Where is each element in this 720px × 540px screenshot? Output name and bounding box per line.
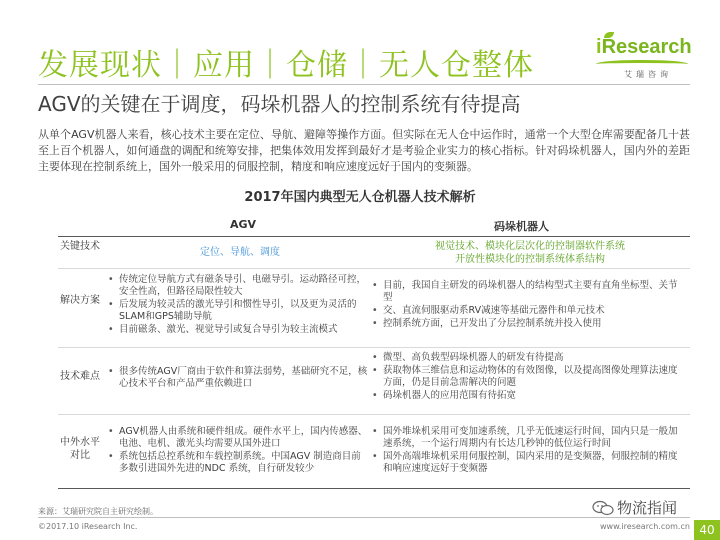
list-item: • AGV机器人由系统和硬件组成。硬件水平上，国内传感器、电池、电机、激光头均需要从国外进口	[108, 426, 370, 450]
robot-solution-cell	[372, 280, 684, 331]
table-header-rule	[58, 236, 690, 237]
list-item: • 获取物体三维信息和运动物体的有效图像，以及提高图像处理算法速度方面，仍是目前急需解决的问题	[372, 365, 684, 389]
page-subtitle: AGV的关键在于调度，码垛机器人的控制系统有待提高	[38, 92, 521, 116]
list-item: • 微型、高负载型码垛机器人的研发有待提高	[372, 352, 684, 364]
website-url: www.iresearch.com.cn	[600, 522, 690, 531]
title-divider	[38, 84, 690, 85]
column-header-agv: AGV	[230, 218, 257, 231]
iresearch-logo	[596, 36, 692, 88]
agv-comparison-cell	[108, 426, 370, 476]
list-item: • 交、直流伺服驱动系RV减速等基础元器件和单元技术	[372, 305, 684, 317]
list-item: • 目前磁条、激光、视觉导引或复合导引为较主流模式	[108, 324, 366, 336]
wechat-name: 物流指闻	[617, 499, 678, 517]
row-divider	[58, 347, 690, 348]
copyright-text: ©2017.10 iResearch Inc.	[38, 522, 138, 531]
logo-chinese-text: 艾瑞咨询	[624, 70, 672, 79]
wechat-icon	[592, 500, 614, 516]
source-note: 来源：艾瑞研究院自主研究绘制。	[38, 507, 158, 516]
robot-comparison-cell	[372, 426, 684, 476]
logo-wordmark: iResearch	[596, 36, 692, 58]
page-number: 40	[694, 520, 720, 540]
intro-paragraph: 从单个AGV机器人来看，核心技术主要在定位、导航、避障等操作方面。但实际在无人仓中运作时，通常一个大型仓库需要配备几十甚至上百个机器人，如何通盘的调配和统筹安排，把集体效用发挥到最好才是考验企业实力的核心指标。针对码垛机器人，国内外的差距主要体现在控制系统上，国外一般采用的伺服控制，精度和响应速度远好于国内的变频器。	[38, 128, 690, 173]
row-divider	[58, 414, 690, 415]
list-item: • 国外高端堆垛机采用伺服控制，国内采用的是变频器，伺服控制的精度和响应速度远好于变频器	[372, 451, 684, 475]
row-divider	[58, 268, 690, 269]
list-item: • 很多传统AGV厂商由于软件和算法弱势，基础研究不足，核心技术平台和产品严重依赖进口	[108, 366, 370, 390]
list-item: • 国外堆垛机采用可变加速系统，几乎无低速运行时间，国内只是一般加速系统，一个运行周期内有长达几秒钟的低位运行时间	[372, 426, 684, 450]
table-title: 2017年国内典型无人仓机器人技术解析	[244, 190, 476, 205]
robot-key-tech-line1: 视觉技术、模块化层次化的控制器软件系统	[435, 241, 625, 252]
row-label-difficulty: 技术难点	[60, 371, 100, 382]
list-item: • 后发展为较灵活的激光导引和惯性导引，以及更为灵活的SLAM和GPS辅助导航	[108, 299, 366, 323]
list-item: • 目前，我国自主研发的码垛机器人的结构型式主要有直角坐标型、关节型	[372, 280, 684, 304]
row-label-solution: 解决方案	[60, 295, 100, 306]
footer-divider	[38, 517, 690, 518]
row-label-key-tech: 关键技术	[60, 241, 100, 252]
column-header-robot: 码垛机器人	[494, 220, 549, 233]
agv-difficulty-cell	[108, 366, 370, 391]
agv-solution-cell	[108, 274, 366, 337]
page-title: 发展现状｜应用｜仓储｜无人仓整体	[38, 48, 534, 83]
robot-key-tech-line2: 开放性模块化的控制系统体系结构	[455, 254, 605, 265]
robot-difficulty-cell	[372, 352, 684, 403]
list-item: • 码垛机器人的应用范围有待拓宽	[372, 390, 684, 402]
list-item: • 传统定位导航方式有磁条导引、电磁导引。运动路径可控，安全性高，但路径局限性较大	[108, 274, 366, 298]
agv-key-tech: 定位、导航、调度	[200, 247, 280, 258]
wechat-watermark	[592, 497, 677, 518]
logo-swoosh-icon	[596, 60, 688, 68]
list-item: • 系统包括总控系统和车载控制系统。中国AGV 制造商目前多数引进国外先进的NDC 系统，自行研发较少	[108, 451, 370, 475]
row-label-comparison: 中外水平对比	[60, 437, 100, 461]
table-bottom-rule	[58, 488, 690, 489]
list-item: • 控制系统方面，已开发出了分层控制系统并投入使用	[372, 318, 684, 330]
